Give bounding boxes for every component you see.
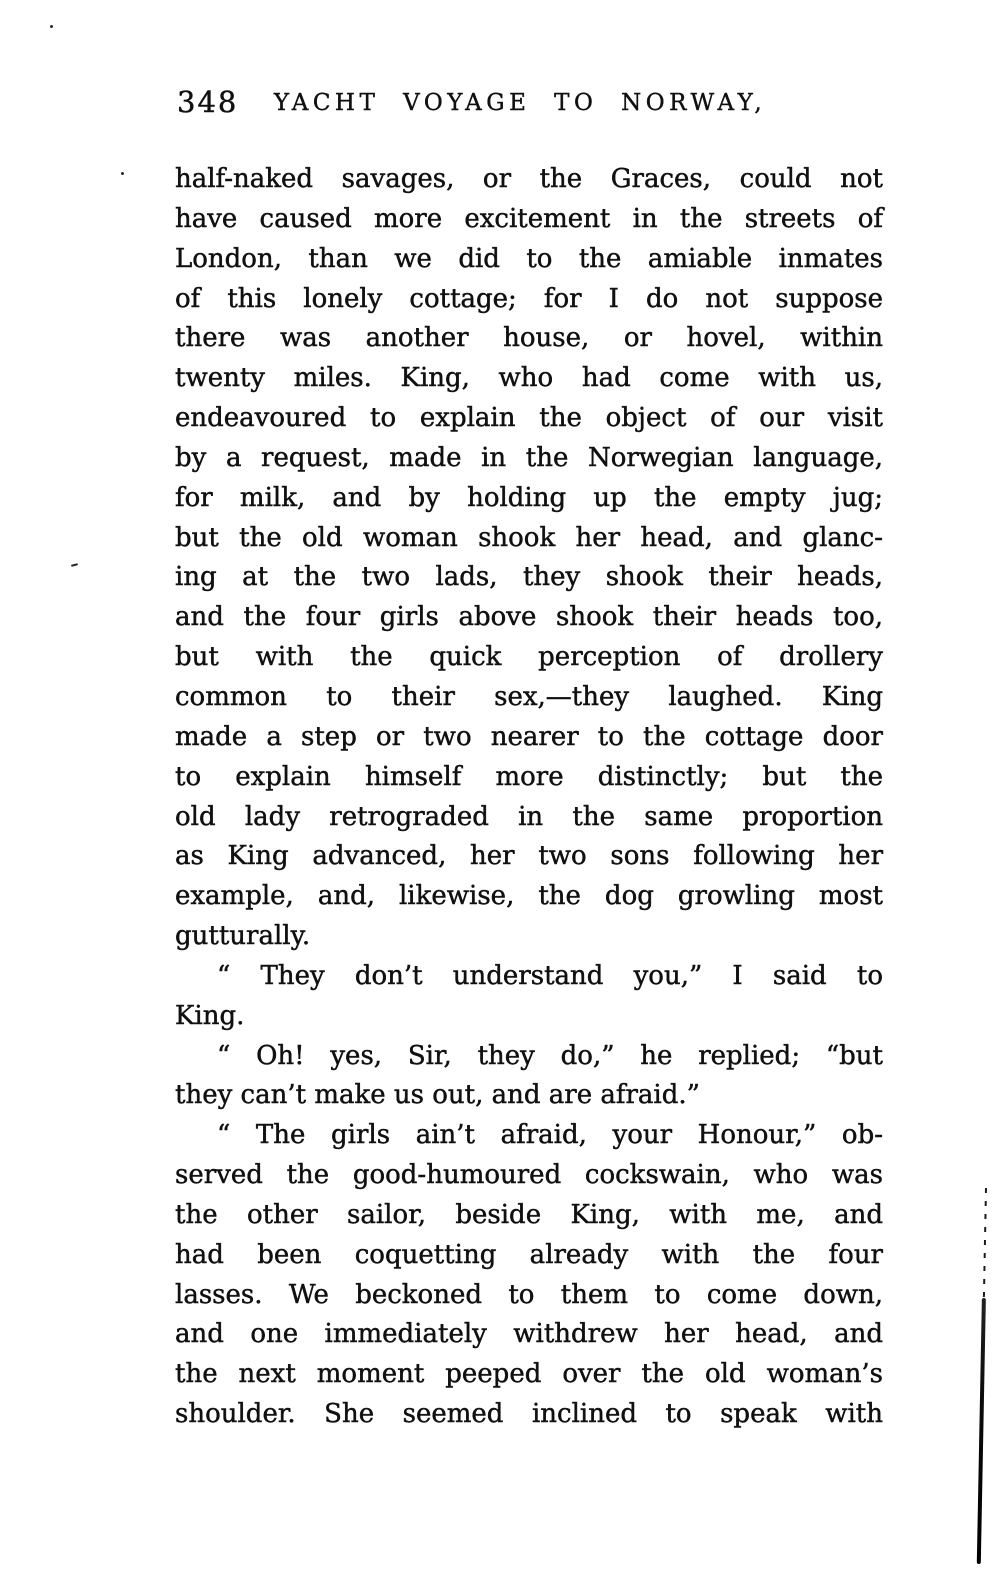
- text-line: London, than we did to the amiable inmates: [175, 243, 883, 274]
- text-line: and the four girls above shook their heads too,: [175, 602, 883, 633]
- text-line: King.: [175, 1000, 245, 1031]
- text-line: for milk, and by holding up the empty jug;: [175, 482, 883, 513]
- text-line: to explain himself more distinctly; but the: [175, 761, 883, 792]
- text-line: but with the quick perception of drollery: [175, 642, 883, 673]
- scan-speck: [50, 25, 53, 28]
- text-line: had been coquetting already with the four: [175, 1239, 883, 1270]
- scan-speck: [71, 563, 78, 567]
- text-line: “ Oh! yes, Sir, they do,” he replied; “but: [217, 1040, 883, 1071]
- text-line: the next moment peeped over the old woman’s: [175, 1359, 883, 1390]
- text-line: old lady retrograded in the same proportion: [175, 801, 883, 832]
- text-line: of this lonely cottage; for I do not suppose: [175, 283, 883, 314]
- text-line: shoulder. She seemed inclined to speak with: [175, 1399, 883, 1430]
- text-line: gutturally.: [175, 921, 311, 952]
- text-line: served the good-humoured cockswain, who was: [175, 1160, 883, 1191]
- running-title: YACHT VOYAGE TO NORWAY,: [273, 90, 767, 116]
- text-line: there was another house, or hovel, within: [175, 323, 883, 354]
- text-line: endeavoured to explain the object of our visit: [175, 403, 883, 434]
- scan-artifact-vertical-line: [977, 1188, 988, 1564]
- text-line: by a request, made in the Norwegian language,: [175, 442, 883, 473]
- text-line: twenty miles. King, who had come with us,: [175, 363, 883, 394]
- text-line: half-naked savages, or the Graces, could not: [175, 164, 883, 194]
- text-line: lasses. We beckoned to them to come down,: [175, 1279, 883, 1310]
- text-line: and one immediately withdrew her head, and: [175, 1319, 883, 1350]
- text-line: but the old woman shook her head, and glanc-: [175, 522, 883, 553]
- text-line: as King advanced, her two sons following her: [175, 841, 883, 872]
- scan-artifact-solid-segment: [977, 1298, 986, 1564]
- text-block: [175, 160, 883, 1435]
- scan-artifact-dashed-segment: [983, 1188, 987, 1298]
- page-number: 348: [177, 85, 239, 119]
- text-line: “ The girls ain’t afraid, your Honour,” ob-: [217, 1120, 883, 1151]
- text-line: have caused more excitement in the streets of: [175, 203, 883, 234]
- text-line: example, and, likewise, the dog growling most: [175, 881, 883, 912]
- text-line: made a step or two nearer to the cottage door: [175, 721, 883, 752]
- text-line: common to their sex,—they laughed. King: [175, 681, 883, 712]
- scan-speck: [121, 172, 124, 175]
- text-line: ing at the two lads, they shook their heads,: [175, 562, 883, 593]
- text-line: the other sailor, beside King, with me, and: [175, 1199, 883, 1230]
- text-line: “ They don’t understand you,” I said to: [217, 960, 883, 991]
- text-line: they can’t make us out, and are afraid.”: [175, 1080, 700, 1111]
